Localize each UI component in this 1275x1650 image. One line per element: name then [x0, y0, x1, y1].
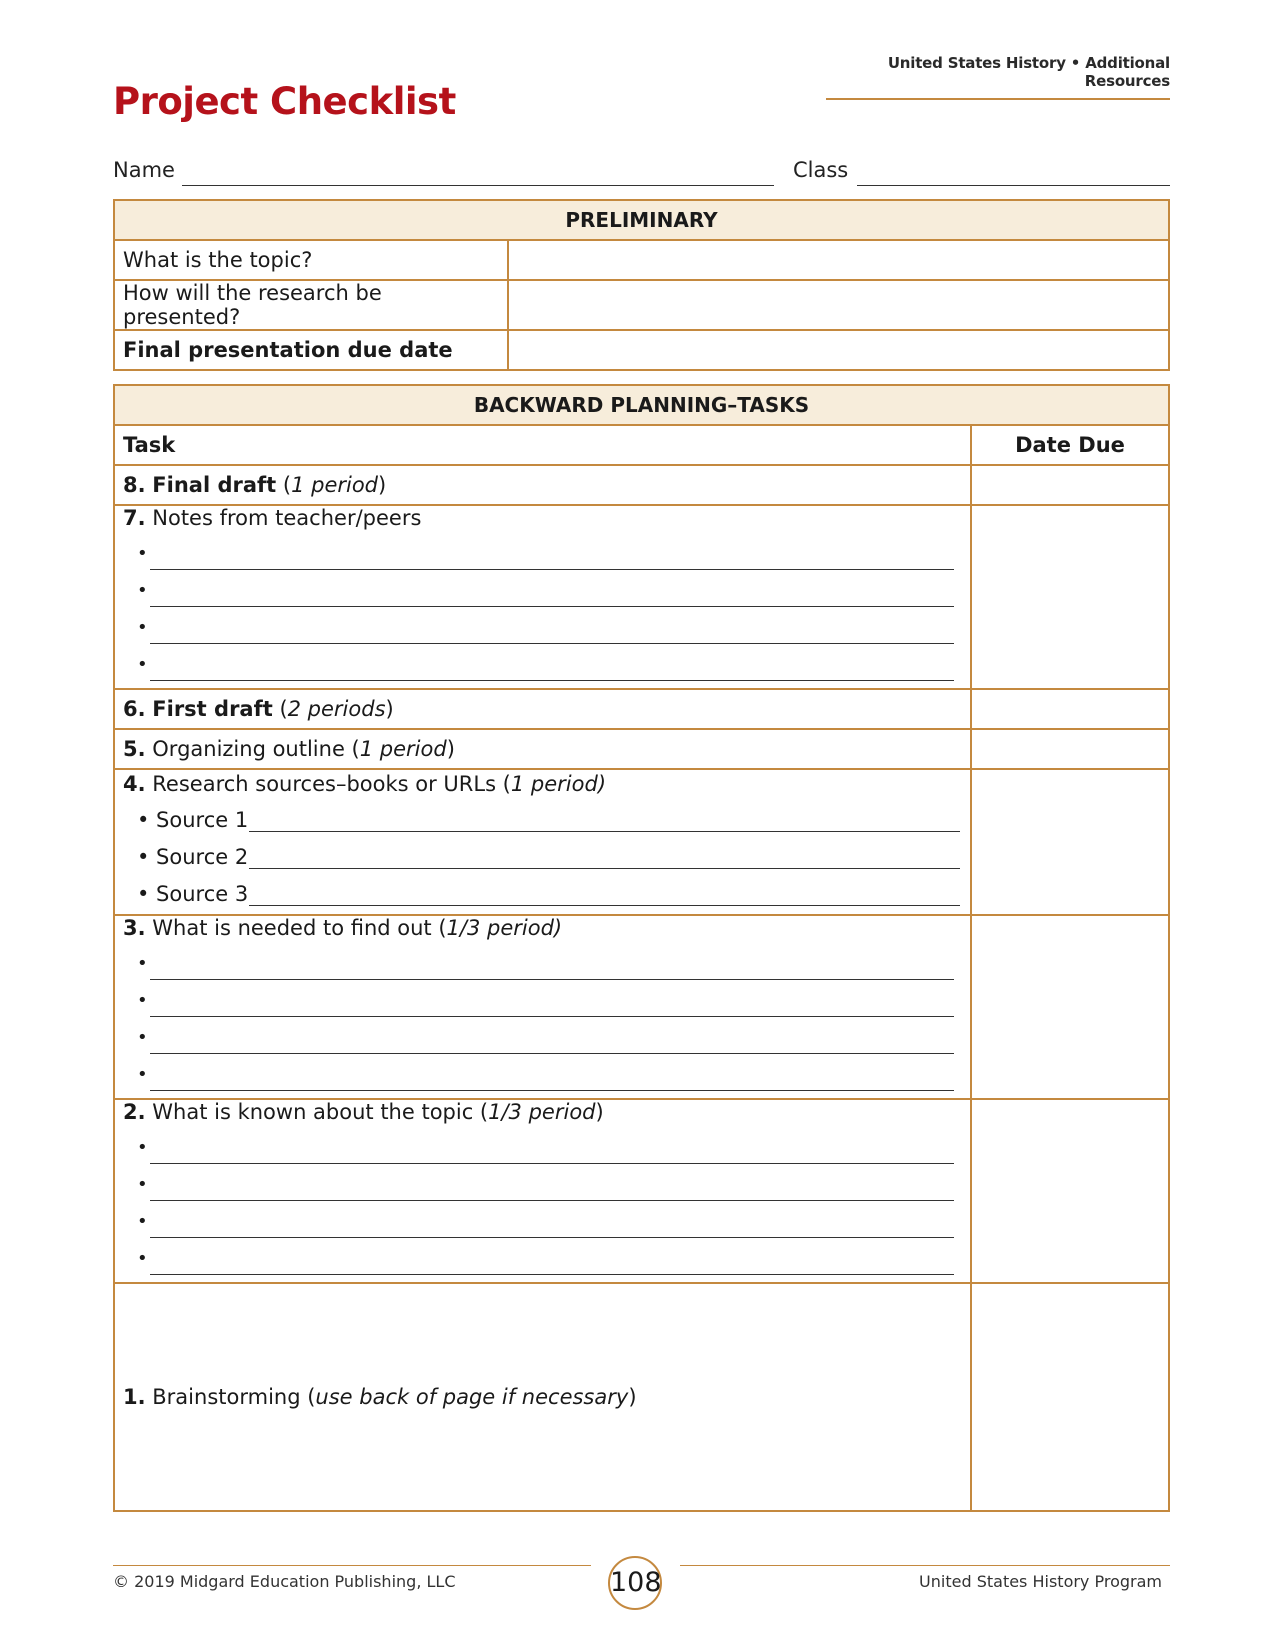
task-paren-close: ) — [446, 737, 455, 761]
task-name: Research sources–books or URLs ( — [145, 771, 511, 796]
due-date-answer-field[interactable] — [508, 330, 1169, 370]
task-row — [114, 915, 1169, 1099]
task-paren-close: ) — [628, 1385, 637, 1409]
series-header: United States History • Additional Resources — [826, 54, 1170, 100]
date-due-field[interactable] — [971, 729, 1169, 769]
task-row — [114, 1099, 1169, 1283]
task-name: Brainstorming ( — [145, 1385, 316, 1409]
note-line[interactable]: • — [137, 614, 962, 651]
backward-heading: BACKWARD PLANNING–TASKS — [114, 385, 1169, 425]
source-lines — [123, 802, 962, 913]
note-line[interactable]: • — [137, 577, 962, 614]
copyright: © 2019 Midgard Education Publishing, LLC — [113, 1572, 456, 1591]
source-line[interactable]: • Source 1 — [123, 802, 962, 839]
class-field[interactable] — [857, 185, 1170, 186]
task-paren-open: ( — [276, 473, 292, 497]
needed-line[interactable]: • — [137, 1061, 962, 1098]
task-period: 1 period — [291, 473, 379, 497]
date-due-field[interactable] — [971, 769, 1169, 915]
task-name: What is needed to find out ( — [145, 916, 447, 940]
date-due-column-header: Date Due — [971, 425, 1169, 465]
source-line[interactable]: • Source 2 — [123, 839, 962, 876]
brainstorm-area[interactable] — [114, 1283, 971, 1511]
task-number: 5. — [123, 737, 146, 761]
task-name: Notes from teacher/peers — [145, 506, 422, 530]
task-name: First draft — [152, 697, 273, 721]
name-class-row — [113, 158, 1170, 188]
known-line[interactable]: • — [137, 1171, 962, 1208]
needed-line[interactable]: • — [137, 950, 962, 987]
task-period: 1/3 period) — [446, 916, 563, 940]
topic-answer-field[interactable] — [508, 240, 1169, 280]
preliminary-table — [113, 199, 1170, 371]
presentation-label: How will the research be presented? — [114, 280, 508, 330]
name-field[interactable] — [182, 185, 774, 186]
page-number: 108 — [608, 1556, 662, 1610]
task-paren-close: ) — [385, 697, 394, 721]
note-line[interactable]: • — [137, 651, 962, 688]
task-row — [114, 769, 1169, 915]
task-period: 1 period) — [510, 771, 607, 796]
name-label: Name — [113, 158, 175, 182]
source-line[interactable]: • Source 3 — [123, 876, 962, 913]
task-name: Final draft — [152, 473, 277, 497]
task-period: use back of page if necessary — [315, 1385, 629, 1409]
task-period: 2 periods — [287, 697, 386, 721]
task-paren-close: ) — [378, 473, 387, 497]
task-period: 1/3 period — [488, 1100, 596, 1124]
task-name: Organizing outline ( — [145, 737, 360, 761]
task-row — [114, 1283, 1169, 1511]
task-row — [114, 729, 1169, 769]
task-number: 8. — [123, 473, 146, 497]
needed-lines — [123, 950, 962, 1098]
date-due-field[interactable] — [971, 465, 1169, 505]
known-lines — [123, 1134, 962, 1282]
class-label: Class — [793, 158, 849, 182]
known-line[interactable]: • — [137, 1245, 962, 1282]
task-number: 7. — [123, 506, 146, 530]
date-due-field[interactable] — [971, 1099, 1169, 1283]
date-due-field[interactable] — [971, 689, 1169, 729]
task-number: 6. — [123, 697, 146, 721]
note-line[interactable]: • — [137, 540, 962, 577]
known-line[interactable]: • — [137, 1208, 962, 1245]
task-paren-open: ( — [272, 697, 288, 721]
footer-rule-left — [113, 1565, 591, 1566]
page-title: Project Checklist — [113, 80, 456, 123]
notes-lines — [123, 540, 962, 688]
presentation-answer-field[interactable] — [508, 280, 1169, 330]
date-due-field[interactable] — [971, 915, 1169, 1099]
task-number: 1. — [123, 1385, 146, 1409]
task-name: What is known about the topic ( — [145, 1100, 489, 1124]
task-row — [114, 505, 1169, 689]
footer-rule-right — [680, 1565, 1170, 1566]
program-name: United States History Program — [919, 1572, 1162, 1591]
task-column-header: Task — [114, 425, 971, 465]
task-row — [114, 689, 1169, 729]
needed-line[interactable]: • — [137, 987, 962, 1024]
task-number: 2. — [123, 1100, 146, 1124]
date-due-field[interactable] — [971, 1283, 1169, 1511]
preliminary-heading: PRELIMINARY — [114, 200, 1169, 240]
task-number: 4. — [123, 771, 146, 796]
known-line[interactable]: • — [137, 1134, 962, 1171]
due-date-label: Final presentation due date — [114, 330, 508, 370]
needed-line[interactable]: • — [137, 1024, 962, 1061]
date-due-field[interactable] — [971, 505, 1169, 689]
task-number: 3. — [123, 916, 146, 940]
topic-label: What is the topic? — [114, 240, 508, 280]
task-period: 1 period — [359, 737, 447, 761]
task-row — [114, 465, 1169, 505]
task-paren-close: ) — [595, 1100, 604, 1124]
backward-planning-table — [113, 384, 1170, 1512]
